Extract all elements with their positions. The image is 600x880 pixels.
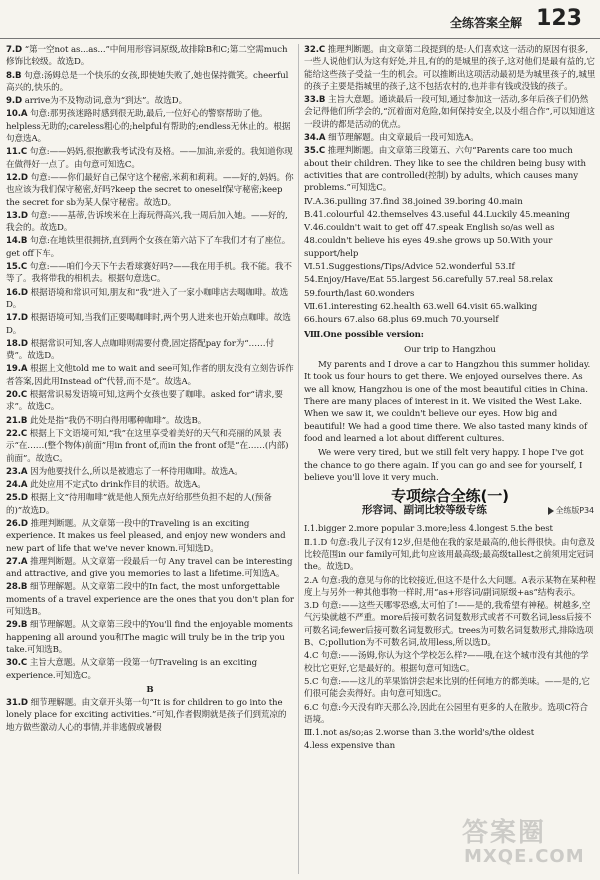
answer-item [6, 697, 294, 734]
section-answer-line: 5.C 句意:——这儿的苹果馅饼尝起来比别的任何地方的都美味。——是的,它们很可能会卖得好。由句意可知选C。 [304, 676, 590, 700]
section-title: 专项综合全练(一) [391, 487, 509, 506]
answer-explanation: 此处应用不定式to drink作目的状语。故选A。 [30, 480, 206, 491]
answer-number: 14.B [6, 236, 28, 247]
section-ref [548, 505, 594, 517]
arrow-icon [548, 507, 554, 515]
answer-number: 10.A [6, 109, 28, 120]
answer-item [6, 518, 294, 555]
section-answer-line: 3.D 句意:——这些天哪零恐惑,太可怕了!——是的,我希望有神秘。树越多,空气污染就越不严重。more后接可数名词复数形式或者不可数名词,less后接不可数名词;fewer后接可数名词复数形式。trees为可数名词复数形式,排除选项B、C;pollution为不可数名词,故用less,所以选D。 [304, 601, 594, 649]
answer-number: 18.D [6, 338, 28, 349]
answer-explanation: 句意:那男孩迷路时感到很无助,最后,一位好心的警察帮助了他。helpless无助的;careless粗心的;helpful有帮助的;endless无休止的。根据句意选A。 [6, 109, 291, 145]
answer-explanation: 根据语境可知,当我们正要喝咖啡时,两个男人进来也开始点咖啡。故选D。 [6, 313, 291, 336]
fill-answer-line: Ⅳ.A.36.pulling 37.find 38.joined 39.boring 40.main [304, 196, 523, 207]
answer-number: 19.A [6, 364, 28, 375]
answer-number: 12.D [6, 172, 28, 183]
answer-item [304, 132, 596, 144]
section-letter: B [146, 684, 154, 695]
column-divider [298, 44, 299, 874]
watermark-line2: MXQE.COM [464, 846, 585, 867]
section-answer-line: Ⅲ.1.not as/so;as 2.worse than 3.the world's/the oldest [304, 728, 535, 739]
watermark-line1: 答案圈 [462, 818, 547, 848]
section-subtitle: 形容词、副词比较等级专练 [362, 504, 487, 517]
answer-number: 13.D [6, 210, 28, 221]
answer-explanation: 句意:——你们最好自己保守这个秘密,米莉和莉莉。——好的,妈妈。你也应该为我们保守秘密,好吗?keep the secret to oneself保守秘密;keep the secret for sb为某人保守秘密。故选D。 [6, 172, 294, 208]
answer-item [6, 338, 294, 363]
section-answer-line: Ⅰ.1.bigger 2.more popular 3.more;less 4.longest 5.the best [304, 524, 553, 535]
fill-answer-line: Ⅵ.51.Suggestions/Tips/Advice 52.wonderful 53.If [304, 262, 515, 273]
answer-explanation: 根据常识易发语境可知,这两个女孩也要了咖啡。asked for“请求,要求”。故选C。 [6, 390, 283, 413]
page-number: 123 [536, 6, 582, 31]
answer-item [6, 363, 294, 388]
answer-explanation: 推理判断题。由文章第二段提到的是:人们喜欢这一活动的原因有很多,一些人说他们认为这有好处,并且,有的的是城里的孩子,这对他们是最有益的,它能给这些孩子受益一生的机会。可以推断出这项活动最初是为城里孩子的,城里的孩子主要是指城里的孩子,这不包括农村的,也并非有钱或没钱的孩子。 [304, 45, 596, 92]
right-column [304, 44, 596, 754]
answer-number: 35.C [304, 146, 326, 157]
answer-item [6, 479, 294, 491]
header-rule [0, 38, 600, 39]
answer-number: 23.A [6, 466, 28, 477]
answer-item [6, 466, 294, 478]
answer-number: 7.D [6, 45, 23, 55]
answer-number: 24.A [6, 480, 28, 491]
answer-explanation: 根据上文“待用咖啡”就是他人预先点好给那些负担不起的人(预备的)”故选D。 [6, 493, 272, 516]
answer-explanation: 根据上下文语境可知,“我”在这里享受着美好的天气和亮丽的风景 表示“在……(整个物体)前面”用in front of,而in the front of是“在……(内部)前面”。故选C。 [6, 428, 289, 464]
answer-explanation: 主旨大意题。从文章第一段第一句Traveling is an exciting experience.可知选C。 [6, 658, 257, 681]
answer-number: 21.B [6, 415, 28, 426]
fill-answer-line: 59.fourth/last 60.wonders [304, 288, 415, 299]
answer-item [6, 146, 294, 171]
answer-item [6, 312, 294, 337]
answer-number: 15.C [6, 262, 28, 273]
answer-explanation: 细节理解题。从文章第二段中的In fact, the most unforgettable moments of a travel experience are the ones that you don't plan for可知选B。 [6, 582, 294, 618]
answer-explanation: 细节理解题。由文章最后一段可知选A。 [328, 133, 479, 144]
essay-body [304, 359, 596, 484]
answer-number: 32.C [304, 45, 326, 55]
answer-number: 29.B [6, 620, 28, 631]
answer-item [6, 428, 294, 465]
essay-heading: Ⅷ.One possible version: [304, 329, 424, 340]
answer-explanation: 推理判断题。从文章第一段最后一句 Any travel can be interesting and attractive, and give you memories to last a lifetime.可知选A。 [6, 556, 293, 580]
answer-explanation: 根据语境和常识可知,朋友和“我”进入了一家小咖啡店去喝咖啡。故选D。 [6, 287, 289, 310]
answer-item [6, 44, 294, 69]
answer-item [6, 619, 294, 656]
answer-number: 34.A [304, 133, 326, 144]
fill-answer-line: Ⅴ.46.couldn't wait to get off 47.speak English so/as well as [304, 223, 555, 234]
answer-explanation: 句意:——基蒂,告诉埃米在上海玩得高兴,我一周后加入她。——好的,我会的。故选D。 [6, 210, 288, 234]
section-ref-label: 全练版P34 [555, 506, 594, 516]
answer-item [304, 94, 596, 131]
section-answer-line: 6.C 句意:今天没有昨天那么冷,因此在公园里有更多的人在散步。选项C符合语境。 [304, 702, 588, 725]
answer-item [6, 287, 294, 312]
answer-item [6, 172, 294, 209]
answer-explanation: 细节理解题。从文章第三段中的You'll find the enjoyable moments happening all around you和The magic will truly be in the trip you take.可知选B。 [6, 620, 293, 655]
answer-number: 31.D [6, 698, 28, 709]
answer-explanation: 根据上文他told me to wait and see可知,作者的朋友没有立刻告诉作者答案,因此用Instead of“代替,而不是”。故选A。 [6, 364, 294, 387]
answer-number: 22.C [6, 428, 28, 439]
answer-number: 33.B [304, 95, 326, 106]
answer-explanation: 句意:——妈妈,很抱歉我考试没有及格。——加油,亲爱的。我知道你现在做得好一点了。由句意可知选C。 [6, 147, 293, 170]
answer-number: 9.D [6, 96, 23, 107]
answer-number: 27.A [6, 556, 28, 567]
answer-item [6, 389, 294, 414]
answer-item [6, 415, 294, 427]
essay-paragraph: We were very tired, but we still felt very happy. I hope I've got the chance to go there again. If you can go and see for yourself, I believe you'll love it very much. [304, 448, 584, 483]
header-title: 全练答案全解 [449, 16, 522, 30]
answer-explanation: 此处是指“我仍不明白得用哪种咖啡”。故选B。 [30, 415, 207, 426]
section-answer-line: 4.less expensive than [304, 741, 396, 752]
essay-paragraph: My parents and I drove a car to Hangzhou this summer holiday. It took us four hours to get there. We enjoyed ourselves there. As we all know, Hangzhou is one of the most beautiful cities in China. There are many places of interest in it. We visited the West Lake. When we saw it, we couldn't believe our eyes. How big and beautiful! We had a good time there. We also tasted many kinds of food and learned a lot about different cultures. [304, 360, 591, 444]
answer-explanation: 细节理解题。由文章开头第一句“It is for children to go into the lonely place for exciting activities.”可知,作者假期就是孩子们到荒凉的地方做些激动人心的事情,并非逃假或暑假 [6, 698, 287, 733]
answer-explanation: 推理判断题。从文章第一段中的Traveling is an exciting experience. It makes us feel pleased, and enjoy new wonders and new part of life that we've never known.可知选D。 [6, 518, 286, 554]
answer-number: 26.D [6, 518, 28, 529]
answer-explanation: 根据常识可知,客人点咖啡则需要付费,固定搭配pay for为“……付费”。故选D。 [6, 338, 274, 362]
answer-number: 25.D [6, 493, 28, 504]
section-subtitle-row [304, 504, 596, 520]
fill-answers [304, 196, 596, 327]
answer-explanation: 句意:——咱们今天下午去看球赛好吗?——我在用手机。我不能。我不等了。我将带我的相机去。根据句意选C。 [6, 262, 292, 285]
answer-item [6, 261, 294, 286]
answer-explanation: 因为他要找什么,所以是被遗忘了一杯待用咖啡。故选A。 [30, 466, 243, 477]
fill-answer-line: 54.Enjoy/Have/Eat 55.largest 56.carefully 57.real 58.relax [304, 275, 553, 286]
left-column [6, 44, 294, 735]
answer-item [6, 210, 294, 235]
answer-explanation: 句意:在地铁里很拥挤,直到两个女孩在第六站下了车我们才有了座位。get off下车。 [6, 236, 291, 259]
fill-answer-line: 48.couldn't believe his eyes 49.she grows up 50.With your support/help [304, 236, 553, 259]
answer-item [6, 235, 294, 260]
answer-item [6, 95, 294, 107]
fill-answer-line: Ⅶ.61.interesting 62.health 63.well 64.visit 65.walking [304, 301, 538, 312]
answer-number: 20.C [6, 390, 28, 401]
answer-item [6, 492, 294, 517]
essay-title: Our trip to Hangzhou [404, 344, 496, 355]
watermark [462, 812, 592, 872]
fill-answer-line: 66.hours 67.also 68.plus 69.much 70.yourself [304, 315, 499, 326]
answer-number: 8.B [6, 70, 22, 81]
answer-item [6, 556, 294, 581]
answer-explanation: 句意:汤姆总是一个快乐的女孩,即使她失败了,她也保持微笑。cheerful高兴的,快乐的。 [6, 70, 289, 93]
section-answer-line: 4.C 句意:——汤姆,你认为这个学校怎么样?——哦,在这个城市没有其他的学校比它更好,它是最好的。根据句意可知选C。 [304, 651, 589, 674]
section-answer-line: Ⅱ.1.D 句意:我儿子汉有12岁,但是他在我的家是最高的,他长得很快。由句意及比较范围in our family可知,此句应该用最高级;最高级tallest之前须用定冠词the。故选D。 [304, 537, 595, 573]
answer-list-right [304, 44, 596, 195]
answer-item [304, 145, 596, 194]
answer-number: 16.D [6, 287, 28, 298]
answer-item [304, 44, 596, 93]
answer-explanation: 主旨大意题。通读最后一段可知,通过参加这一活动,多年后孩子们仍然会记得他们所学会的,“沉着面对危险,如何保持安全,以及小组合作”,可以知道这一段讲的都是活动的优点。 [304, 95, 595, 130]
answer-item [6, 657, 294, 682]
answer-explanation: “第一空not as...as...”中间用形容词原级,故排除B和C;第二空需much修饰比较级。故选D。 [6, 45, 288, 68]
answer-list-left [6, 44, 294, 682]
answer-number: 17.D [6, 313, 28, 324]
answer-number: 30.C [6, 658, 28, 669]
section-answers [304, 523, 596, 752]
answer-item [6, 70, 294, 95]
page-header [0, 0, 600, 40]
answer-explanation: 推理判断题。由文章第三段第五、六句“Parents care too much about their children. They like to see the children being busy with activities that are controlled(控制) by adults, which causes many problems.”可知选C。 [304, 146, 586, 194]
answer-number: 28.B [6, 582, 28, 593]
answer-item [6, 581, 294, 618]
section-answer-line: 2.A 句意:我的意见与你的比较接近,但这不是什么大问题。A表示某物在某种程度上与另外一种其他事物一样时,用“as+形容词/副词原级+as”结构表示。 [304, 575, 596, 598]
answer-item [6, 108, 294, 145]
fill-answer-line: B.41.colourful 42.themselves 43.useful 44.Luckily 45.meaning [304, 209, 570, 220]
answer-number: 11.C [6, 147, 28, 158]
answer-explanation: arrive为不及物动词,意为“到达”。故选D。 [24, 96, 188, 107]
